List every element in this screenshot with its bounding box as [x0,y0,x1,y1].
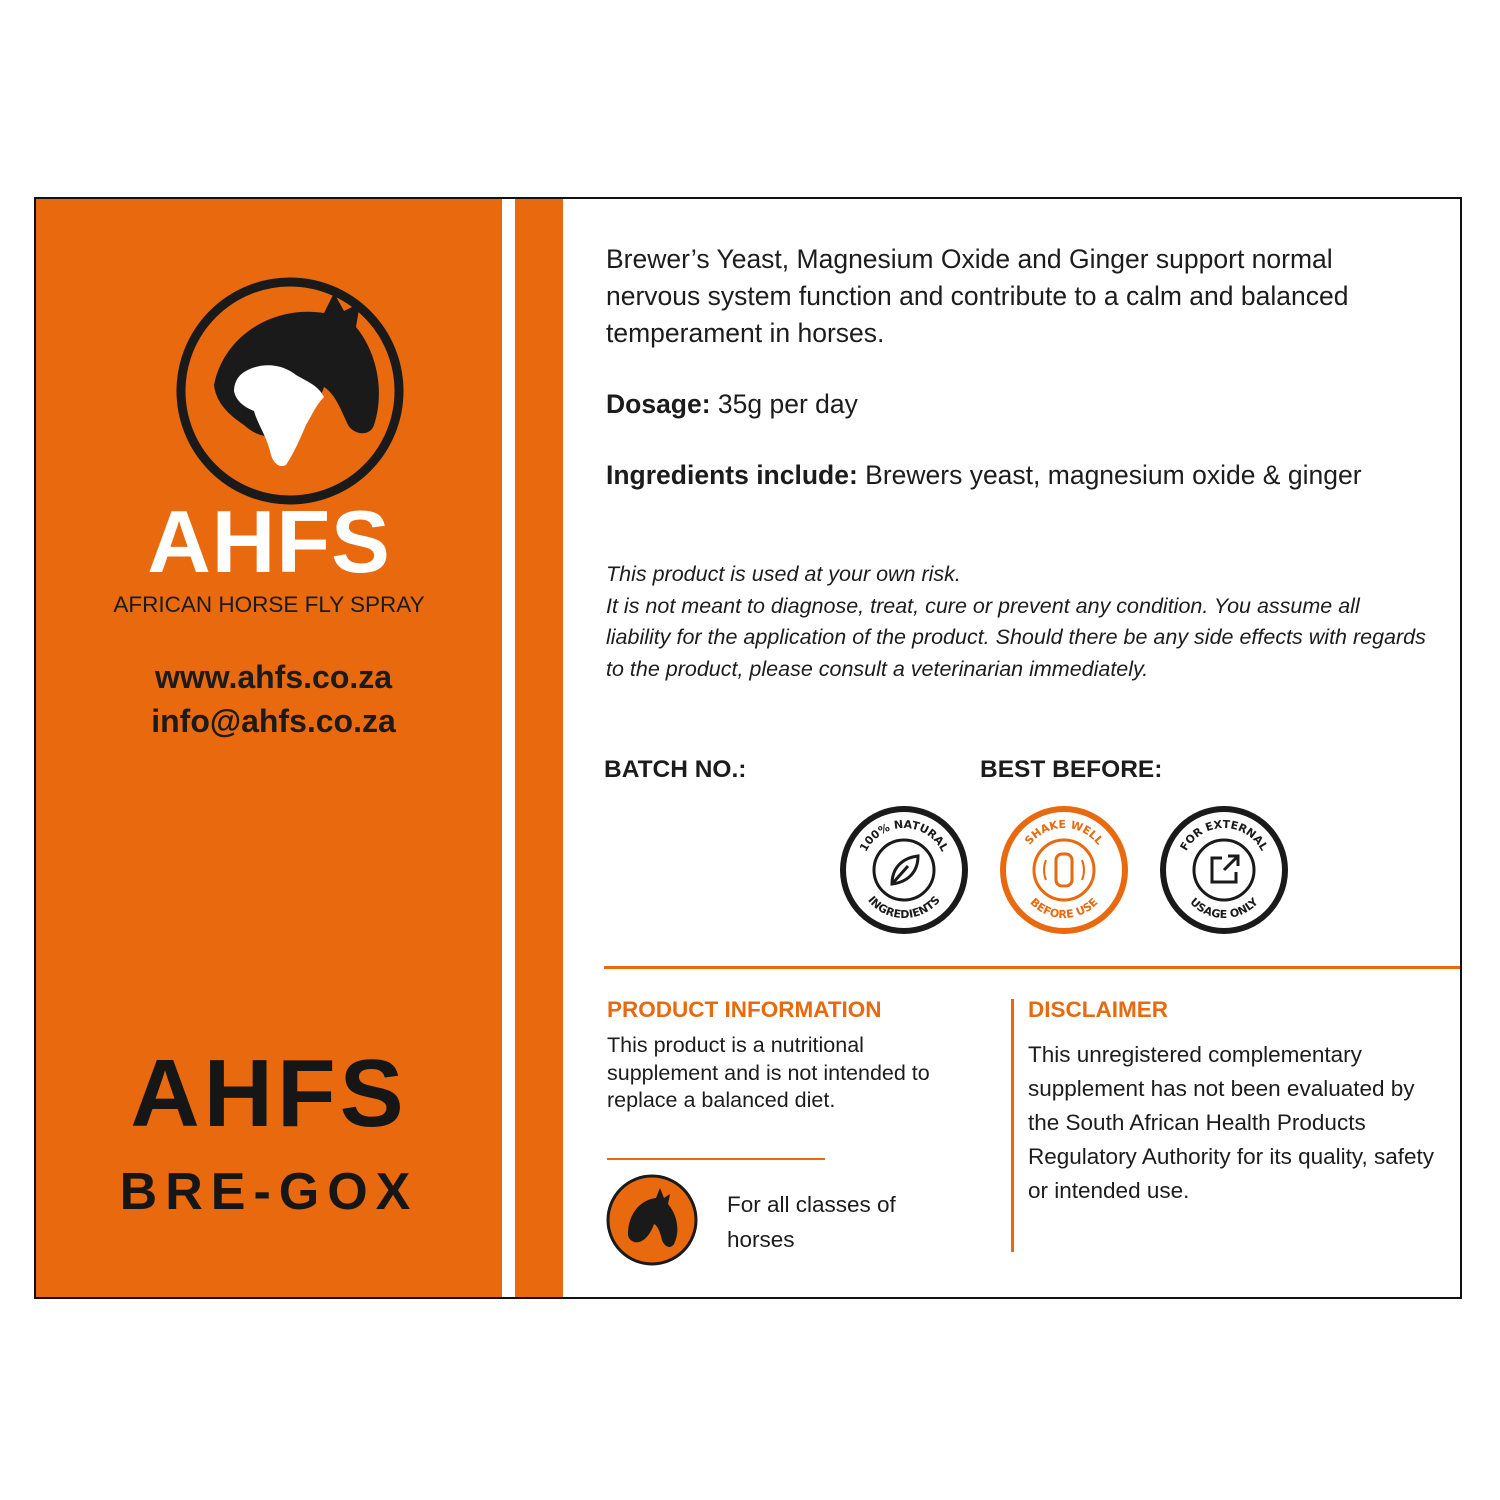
risk-line-1: This product is used at your own risk. [606,562,961,586]
contact-block [36,655,511,743]
orange-stripe [515,199,563,1297]
column-divider [1011,999,1014,1252]
right-panel [604,199,1462,1297]
product-info-underline [607,1158,825,1160]
dosage-label: Dosage: [606,389,711,419]
email-link[interactable]: info@ahfs.co.za [151,703,396,739]
risk-line-2: It is not meant to diagnose, treat, cure or prevent any condition. You assume all liability for the application of the product. Should there be any side effects with regards to the product, please consult a veterinarian immediately. [606,593,1426,681]
disclaimer-title: DISCLAIMER [1028,997,1168,1022]
badge-2-bottom-text: BEFORE USE [1027,895,1101,922]
brand-subtitle: AFRICAN HORSE FLY SPRAY [113,592,425,617]
ingredients-line [606,458,1426,493]
disclaimer-text: This unregistered complementary supplement has not been evaluated by the South African Health Products Regulatory Authority for its quality, safety or intended use. [1028,1042,1435,1203]
natural-ingredients-badge [836,802,972,938]
ingredients-label: Ingredients include: [606,460,858,490]
brand-name: AHFS [147,492,391,591]
horse-classes-text: For all classes of horses [727,1192,896,1252]
badge-1-top-text: 100% NATURAL [857,817,951,854]
horse-head-icon [606,1174,698,1266]
product-label [34,197,1462,1299]
product-info-title: PRODUCT INFORMATION [607,997,882,1022]
dosage-line [606,389,858,420]
badge-3-bottom-text: USAGE ONLY [1187,895,1261,922]
shake-well-badge [996,802,1132,938]
product-description: Brewer’s Yeast, Magnesium Oxide and Ginger support normal nervous system function and contribute to a calm and balanced temperament in horses. [606,244,1349,348]
left-panel [36,199,502,1297]
website-link[interactable]: www.ahfs.co.za [154,659,393,695]
dosage-value: 35g per day [710,389,858,419]
section-divider [604,966,1462,969]
badge-2-top-text: SHAKE WELL [1022,817,1106,848]
batch-label: BATCH NO.: [604,756,747,783]
badge-row [836,802,1296,942]
best-before-label: BEST BEFORE: [980,756,1163,783]
product-info-text: This product is a nutritional supplement and is not intended to replace a balanced diet. [607,1033,930,1112]
product-brand-large: AHFS [130,1040,408,1147]
badge-1-bottom-text: INGREDIENTS [865,893,943,922]
badge-3-top-text: FOR EXTERNAL [1177,817,1271,853]
product-name: BRE-GOX [119,1163,419,1221]
ingredients-value: Brewers yeast, magnesium oxide & ginger [857,460,1362,490]
risk-warning [606,559,1426,685]
horse-africa-logo-icon [174,275,406,507]
external-usage-badge [1156,802,1292,938]
